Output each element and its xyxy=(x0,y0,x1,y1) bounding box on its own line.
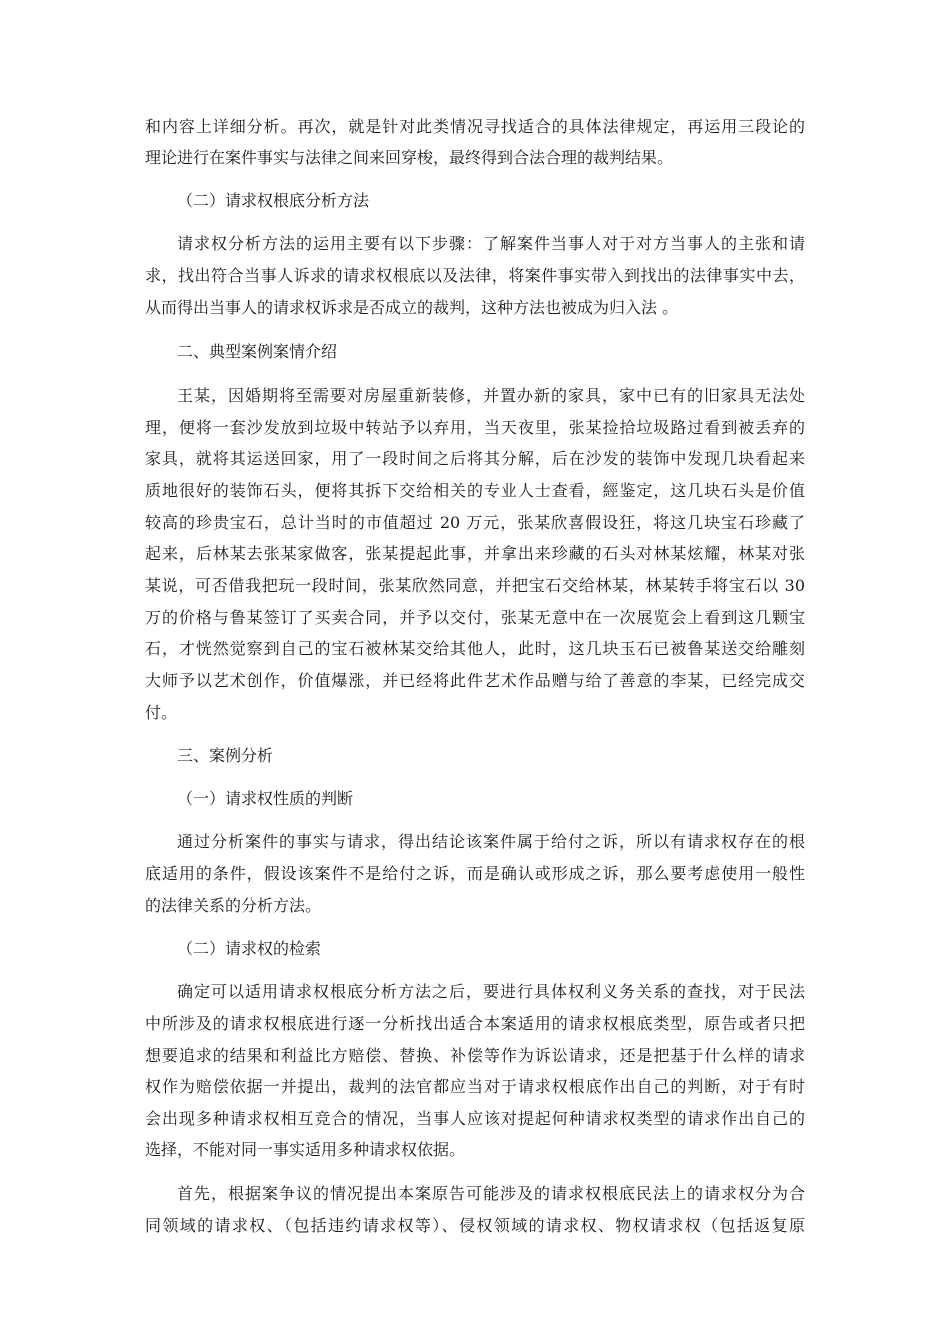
section-heading: 二、典型案例案情介绍 xyxy=(177,342,338,361)
paragraph-line: 首先，根据案争议的情况提出本案原告可能涉及的请求权根底民法上的请求权分为合 xyxy=(177,1184,805,1203)
paragraph-line: 底适用的条件，假设该案件不是给付之诉，而是确认或形成之诉，那么要考虑使用一般性 xyxy=(145,864,805,883)
paragraph-line: 同领域的请求权、（包括违约请求权等）、侵权领域的请求权、物权请求权（包括返复原 xyxy=(145,1216,805,1235)
paragraph-line: 理，便将一套沙发放到垃圾中转站予以弃用，当天夜里，张某捡拾垃圾路过看到被丢弃的 xyxy=(145,418,805,437)
paragraph-line: 从而得出当事人的请求权诉求是否成立的裁判，这种方法也被成为归入法 。 xyxy=(145,298,679,317)
paragraph-line: 会出现多种请求权相互竞合的情况，当事人应该对提起何种请求权类型的请求作出自己的 xyxy=(145,1109,805,1128)
paragraph-line: 某说，可否借我把玩一段时间，张某欣然同意，并把宝石交给林某，林某转手将宝石以 30 xyxy=(145,576,805,595)
paragraph-line: 万的价格与鲁某签订了买卖合同，并予以交付，张某无意中在一次展览会上看到这几颗宝 xyxy=(145,608,805,627)
paragraph-line: 起来，后林某去张某家做客，张某提起此事，并拿出来珍藏的石头对林某炫耀，林某对张 xyxy=(145,544,805,563)
paragraph-line: 王某，因婚期将至需要对房屋重新装修，并置办新的家具，家中已有的旧家具无法处 xyxy=(177,386,805,405)
paragraph-line: 求，找出符合当事人诉求的请求权根底以及法律，将案件事实带入到找出的法律事实中去， xyxy=(145,266,805,285)
paragraph-line: 通过分析案件的事实与请求，得出结论该案件属于给付之诉，所以有请求权存在的根 xyxy=(177,832,805,851)
paragraph-line: 理论进行在案件事实与法律之间来回穿梭，最终得到合法合理的裁判结果。 xyxy=(145,148,674,167)
paragraph-line: 想要追求的结果和利益比方赔偿、替换、补偿等作为诉讼请求，还是把基于什么样的请求 xyxy=(145,1046,805,1065)
subsection-heading: （二）请求权的检索 xyxy=(177,939,322,958)
paragraph-line: 请求权分析方法的运用主要有以下步骤：了解案件当事人对于对方当事人的主张和请 xyxy=(177,234,805,253)
paragraph-line: 付。 xyxy=(145,703,178,722)
paragraph-line: 权作为赔偿依据一并提出，裁判的法官都应当对于请求权根底作出自己的判断，对于有时 xyxy=(145,1077,805,1096)
paragraph-line: 大师予以艺术创作，价值爆涨，并已经将此件艺术作品赠与给了善意的李某，已经完成交 xyxy=(145,671,805,690)
paragraph-line: 家具，就将其运送回家，用了一段时间之后将其分解，后在沙发的装饰中发现几块看起来 xyxy=(145,449,805,468)
subsection-heading: （二）请求权根底分析方法 xyxy=(177,191,370,210)
paragraph-line: 的法律关系的分析方法。 xyxy=(145,896,322,915)
paragraph-line: 质地很好的装饰石头，便将其拆下交给相关的专业人士查看，經鉴定，这几块石头是价值 xyxy=(145,481,805,500)
section-heading: 三、案例分析 xyxy=(177,746,274,765)
paragraph-line: 选择，不能对同一事实适用多种请求权依据。 xyxy=(145,1140,466,1159)
paragraph-line: 确定可以适用请求权根底分析方法之后，要进行具体权利义务关系的查找，对于民法 xyxy=(177,982,805,1001)
paragraph-line: 较高的珍贵宝石，总计当时的市值超过 20 万元，张某欣喜假设狂，将这几块宝石珍藏了 xyxy=(145,513,805,532)
paragraph-line: 中所涉及的请求权根底进行逐一分析找出适合本案适用的请求权根底类型，原告或者只把 xyxy=(145,1014,805,1033)
subsection-heading: （一）请求权性质的判断 xyxy=(177,789,354,808)
paragraph-line: 石，才恍然觉察到自己的宝石被林某交给其他人，此时，这几块玉石已被鲁某送交给雕刻 xyxy=(145,639,805,658)
paragraph-line: 和内容上详细分析。再次，就是针对此类情况寻找适合的具体法律规定，再运用三段论的 xyxy=(145,117,805,136)
